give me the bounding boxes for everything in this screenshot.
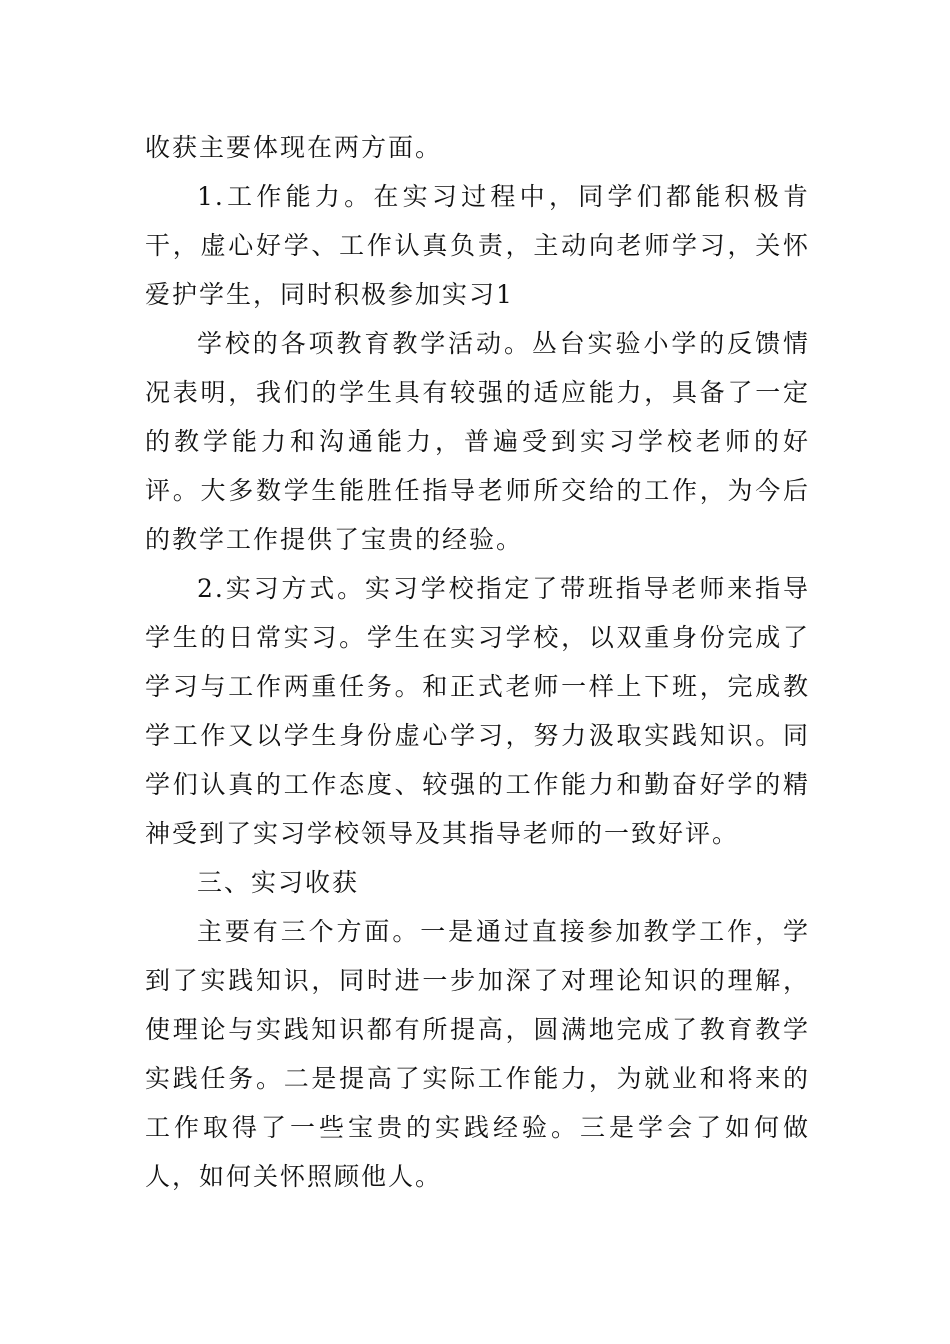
section-heading-internship-gains: 三、实习收获 (197, 868, 360, 897)
paragraph-three-aspects: 主要有三个方面。一是通过直接参加教学工作，学到了实践知识，同时进一步加深了对理论知识的理解，使理论与实践知识都有所提高，圆满地完成了教育教学实践任务。二是提高了实际工作能力，为就业和将来的工作取得了一些宝贵的实践经验。三是学会了如何做人，如何关怀照顾他人。 (145, 917, 810, 1191)
document-body (145, 123, 810, 1201)
paragraph-internship-method: 2.实习方式。实习学校指定了带班指导老师来指导学生的日常实习。学生在实习学校，以双重身份完成了学习与工作两重任务。和正式老师一样上下班，完成教学工作又以学生身份虚心学习，努力汲取实践知识。同学们认真的工作态度、较强的工作能力和勤奋好学的精神受到了实习学校领导及其指导老师的一致好评。 (145, 574, 810, 848)
paragraph-work-ability: 1.工作能力。在实习过程中，同学们都能积极肯干，虚心好学、工作认真负责，主动向老师学习，关怀爱护学生，同时积极参加实习1 (145, 182, 810, 309)
paragraph-school-activities: 学校的各项教育教学活动。丛台实验小学的反馈情况表明，我们的学生具有较强的适应能力，具备了一定的教学能力和沟通能力，普遍受到实习学校老师的好评。大多数学生能胜任指导老师所交给的工作，为今后的教学工作提供了宝贵的经验。 (145, 329, 810, 554)
paragraph-intro: 收获主要体现在两方面。 (145, 133, 443, 162)
